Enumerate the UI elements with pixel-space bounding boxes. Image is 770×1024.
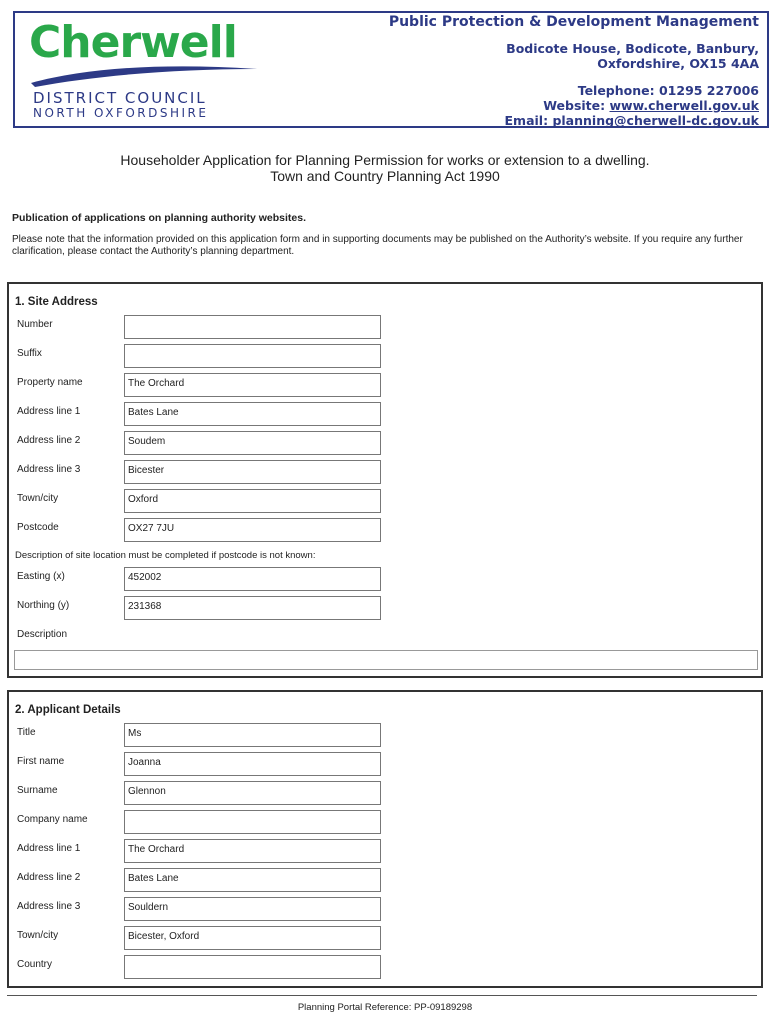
field-label: Town/city [17,930,59,941]
title-field[interactable]: Ms [124,723,381,747]
email-link[interactable]: planning@cherwell-dc.gov.uk [552,113,759,128]
field-label: Company name [17,814,88,825]
site-address-section [7,282,763,678]
country-field[interactable] [124,955,381,979]
company-name-field[interactable] [124,810,381,834]
letterhead [13,11,769,128]
applicant-address-line-3-field[interactable]: Souldern [124,897,381,921]
contact-block [389,15,759,128]
field-label: Surname [17,785,58,796]
logo-swoosh-icon [29,61,259,87]
suffix-field[interactable] [124,344,381,368]
field-label: Address line 2 [17,435,81,446]
description-field[interactable] [14,650,758,670]
field-label: Country [17,959,53,970]
field-label: Number [17,319,53,330]
postcode-field[interactable]: OX27 7JU [124,518,381,542]
website-link[interactable]: www.cherwell.gov.uk [609,98,759,113]
title-line-1: Householder Application for Planning Permission for works or extension to a dwelling. [120,152,650,168]
applicant-address-line-2-field[interactable]: Bates Lane [124,868,381,892]
telephone: Telephone: 01295 227006 [577,83,759,98]
address-line-2-field[interactable]: Soudem [124,431,381,455]
website-line [389,98,759,113]
document-title [0,152,770,184]
email-label: Email: [504,113,553,128]
surname-field[interactable]: Glennon [124,781,381,805]
field-label: Address line 1 [17,406,81,417]
property-name-field[interactable]: The Orchard [124,373,381,397]
field-label: Property name [17,377,83,388]
field-label: Address line 3 [17,464,81,475]
publication-text: Please note that the information provided on this application form and in supporting documents may be published on the Authority’s website. If you require any further clarification, please contact the Authority’s planning department. [12,234,743,257]
publication-heading: Publication of applications on planning authority websites. [12,212,307,224]
field-label: Town/city [17,493,59,504]
address-line-1: Bodicote House, Bodicote, Banbury, [506,41,759,56]
department-name: Public Protection & Development Management [388,14,759,30]
field-label: Address line 1 [17,843,81,854]
field-label: Postcode [17,522,59,533]
field-label: Northing (y) [17,600,70,611]
section-heading: 2. Applicant Details [15,704,121,716]
first-name-field[interactable]: Joanna [124,752,381,776]
applicant-town-city-field[interactable]: Bicester, Oxford [124,926,381,950]
northing-field[interactable]: 231368 [124,596,381,620]
council-name: DISTRICT COUNCIL [33,89,207,107]
field-label: Address line 3 [17,901,81,912]
address-line-3-field[interactable]: Bicester [124,460,381,484]
field-label: First name [17,756,65,767]
address-line-1-field[interactable]: Bates Lane [124,402,381,426]
field-label: Description [17,629,68,640]
location-note: Description of site location must be completed if postcode is not known: [15,550,316,561]
portal-reference: Planning Portal Reference: PP-09189298 [297,1002,473,1013]
council-region: NORTH OXFORDSHIRE [33,106,209,120]
applicant-address-line-1-field[interactable]: The Orchard [124,839,381,863]
town-city-field[interactable]: Oxford [124,489,381,513]
footer-divider [7,995,757,996]
section-heading: 1. Site Address [15,296,98,308]
website-label: Website: [543,98,610,113]
field-label: Title [17,727,36,738]
applicant-details-section [7,690,763,988]
field-label: Address line 2 [17,872,81,883]
easting-field[interactable]: 452002 [124,567,381,591]
address-line-2: Oxfordshire, OX15 4AA [597,56,759,71]
field-label: Easting (x) [17,571,65,582]
field-label: Suffix [17,348,42,359]
email-line [389,113,759,128]
council-logo-text: Cherwell [29,17,237,68]
number-field[interactable] [124,315,381,339]
title-line-2: Town and Country Planning Act 1990 [270,168,500,184]
